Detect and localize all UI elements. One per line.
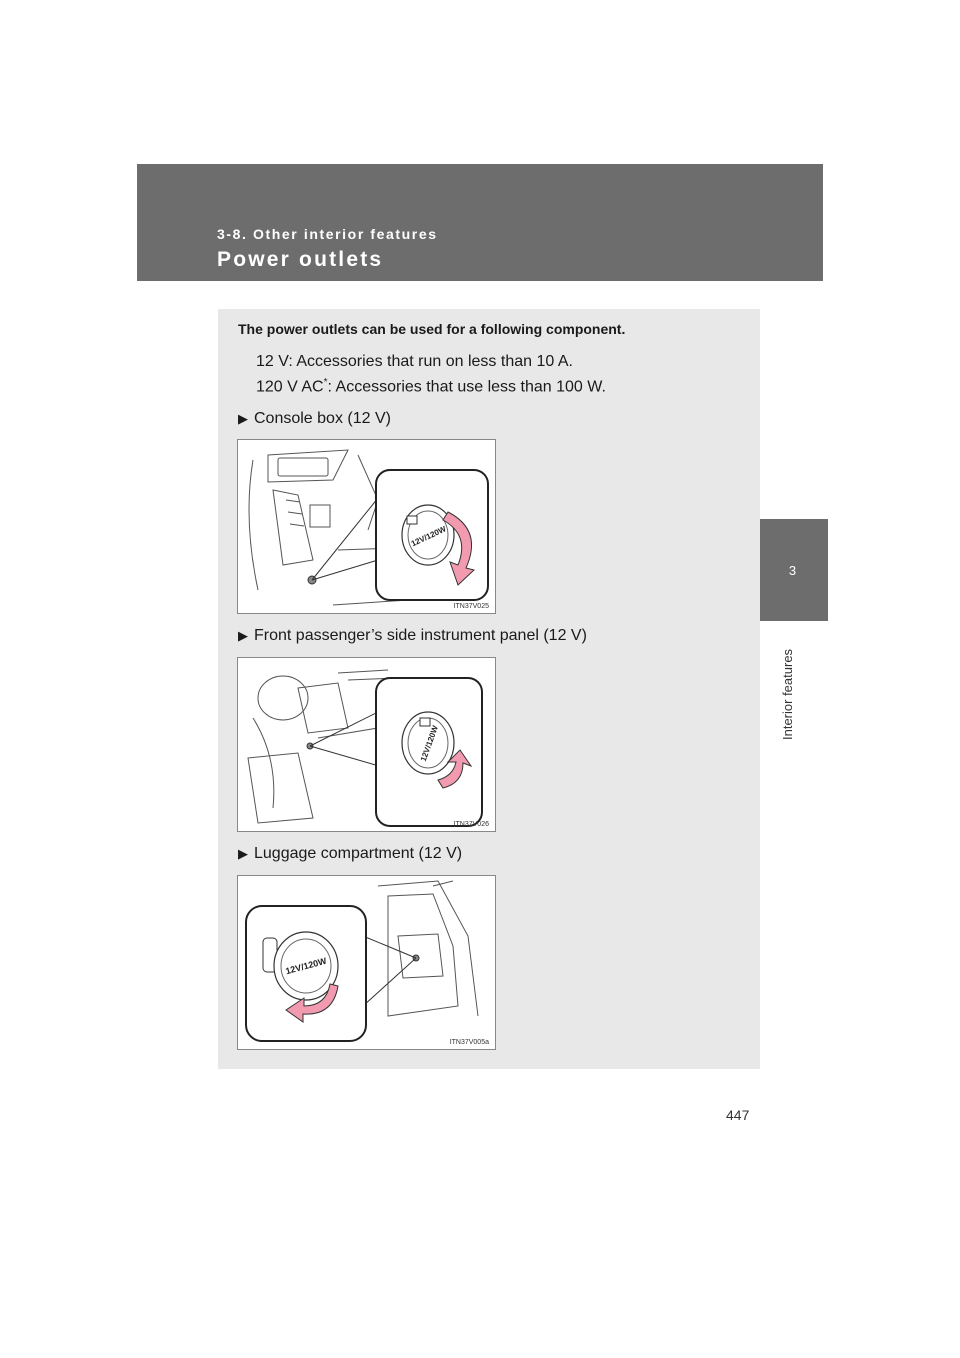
figure-code: ITN37V025 [453,603,489,610]
cap-text-graphic [271,931,341,1001]
bullet-triangle-icon: ▶ [238,628,248,643]
intro-text: The power outlets can be used for a following component. [238,321,626,337]
figure-passenger-panel [237,657,496,832]
svg-text:12V/120W: 12V/120W [284,955,328,977]
asterisk-mark: * [323,377,328,388]
figure-code: ITN37V026 [453,821,489,828]
item-label: Front passenger’s side instrument panel (12 V) [254,627,587,644]
chapter-label: Interior features [780,648,795,740]
spec-120v-suffix: : Accessories that use less than 100 W. [327,378,606,396]
bullet-triangle-icon: ▶ [238,846,248,861]
list-item [238,845,462,863]
figure-luggage [237,875,496,1050]
item-label: Console box (12 V) [254,410,391,427]
content-panel [218,309,760,1069]
cap-text-graphic [398,713,458,773]
figure-console-box [237,439,496,614]
page-number: 447 [726,1107,750,1123]
header-bar [137,164,823,281]
list-item [238,410,391,428]
figure-code: ITN37V005a [449,1039,489,1046]
chapter-tab [757,519,828,621]
spec-120v-prefix: 120 V AC [256,378,324,396]
bullet-triangle-icon: ▶ [238,411,248,426]
cap-text-graphic [398,505,458,565]
spec-12v: 12 V: Accessories that run on less than 10 A. [256,353,573,370]
spec-120v [256,377,606,396]
chapter-number: 3 [788,563,797,578]
svg-text:12V/120W: 12V/120W [418,724,441,763]
list-item [238,627,587,645]
page-title: Power outlets [217,248,384,271]
svg-text:12V/120W: 12V/120W [409,524,448,549]
section-label: 3-8. Other interior features [217,226,438,242]
item-label: Luggage compartment (12 V) [254,845,463,862]
